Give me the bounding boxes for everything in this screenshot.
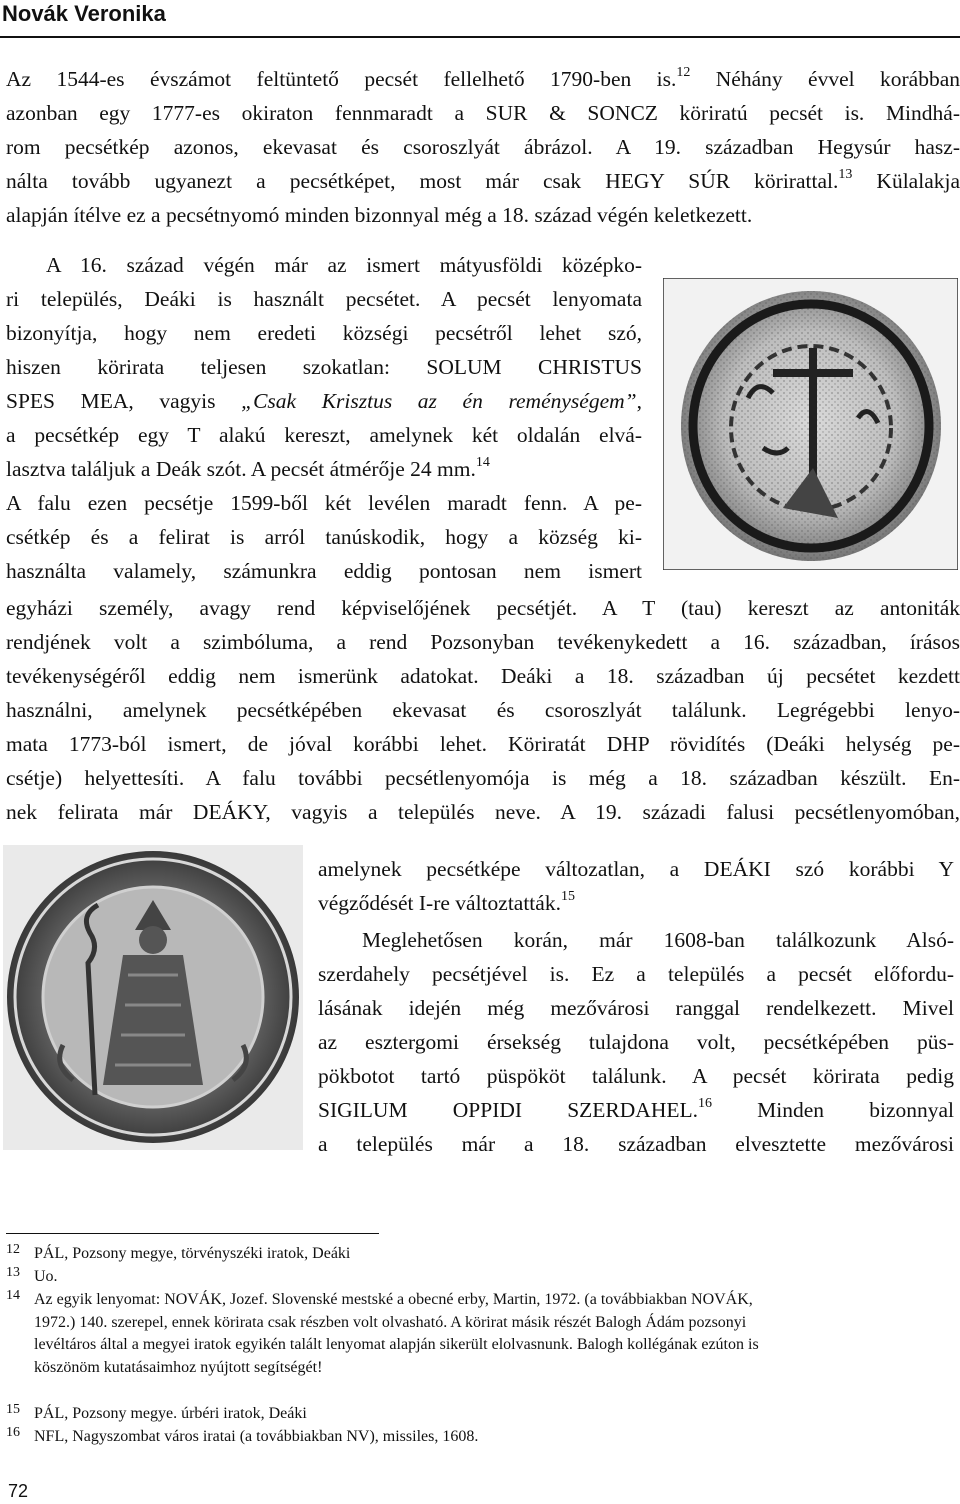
alsoszerdahely-seal-image [3,845,303,1150]
line-text: , [636,389,642,413]
body-line [6,198,960,232]
footnote-ref: 14 [475,455,490,470]
body-line [6,625,960,659]
body-line [6,316,642,350]
line-text: rendjének volt a szimbóluma, a rend Pozsonyban tevékenykedett a 16. században, írásos [6,630,960,654]
running-head-author: Novák Veronika [2,1,166,26]
line-text: ri település, Deáki is használt pecsétet. A pecsét lenyomata [6,287,642,311]
line-text: Külalakja [852,169,960,193]
line-text: egyházi személy, avagy rend képviselőjének pecsétjét. A T (tau) kereszt az antoniták [6,596,960,620]
line-text: amelynek pecsétképe változatlan, a DEÁKI szó korábbi Y [318,857,954,881]
line-text: használni, amelynek pecsétképében ekevasat és csoroszlyát találunk. Legrégebbi lenyo- [6,698,960,722]
line-text: csétkép és a felirat is arról tanúskodik, hogy a község ki- [6,525,642,549]
footnote-ref: 16 [698,1096,712,1111]
body-line [6,164,960,198]
footnote-text: PÁL, Pozsony megye, törvényszéki iratok, Deáki [34,1245,351,1262]
line-text: nek felirata már DEÁKY, vagyis a település neve. A 19. századi falusi pecsétlenyomóban, [6,800,960,824]
line-text: a település már a 18. században elvesztette mezővárosi [318,1132,954,1156]
footnote-text: PÁL, Pozsony megye. úrbéri iratok, Deáki [34,1405,307,1422]
body-line [6,727,960,761]
body-line [318,852,954,886]
line-text: lasztva találjuk a Deák szót. A pecsét átmérője 24 mm. [6,457,476,481]
body-line [6,350,642,384]
body-line [6,554,642,588]
line-text: tevékenységéről eddig nem ismerünk adatokat. Deáki a 18. században új pecsétet kezdett [6,664,960,688]
body-line [6,62,960,96]
line-text: rom pecsétkép azonos, ekevasat és csoroszlyát ábrázol. A 19. században Hegysúr hasz- [6,135,960,159]
deaki-seal-image [663,278,958,570]
line-text: csétje) helyettesíti. A falu további pecsétlenyomója is még a 18. században készült. En- [6,766,960,790]
page-number: 72 [8,1481,29,1501]
footnote-ref: 12 [676,65,691,80]
body-line [318,1127,954,1161]
line-text: SPES MEA, vagyis [6,389,242,413]
body-line [6,282,642,316]
line-text: hiszen körirata teljesen szokatlan: SOLUM CHRISTUS [6,355,642,379]
body-line [318,886,954,920]
footnote-text: 1972.) 140. szerepel, ennek körirata csak részben volt olvasható. A körirat másik részét Balogh Ádám pozsonyi [34,1313,747,1331]
line-text: Meglehetősen korán, már 1608-ban találkozunk Alsó- [362,928,954,952]
line-text: mata 1773-ból ismert, de jóval korábbi lehet. Köriratát DHP rövidítés (Deáki helység pe- [6,732,960,756]
body-line [6,520,642,554]
line-text: az esztergomi érsekség tulajdona volt, pecsétképében püs- [318,1030,954,1054]
body-line [6,418,642,452]
line-text: a pecsétkép egy T alakú kereszt, amelynek két oldalán elvá- [6,423,642,447]
body-line [318,1059,954,1093]
line-text: Minden bizonnyal [712,1098,955,1122]
line-text: használta valamely, számunkra eddig pontosan nem ismert [6,559,642,583]
body-line [6,693,960,727]
footnote-text: NFL, Nagyszombat város iratai (a továbbiakban NV), missiles, 1608. [34,1428,479,1445]
line-text: „Csak Krisztus az én reménységem” [241,389,637,413]
body-line [6,486,642,520]
line-text: Néhány évvel korábban [690,67,960,91]
line-text: alapján ítélve ez a pecsétnyomó minden bizonnyal még a 18. század végén keletkezett. [6,203,753,227]
line-text: Az 1544-es évszámot feltüntető pecsét fellelhető 1790-ben is. [6,67,677,91]
body-line [318,957,954,991]
body-line [6,761,960,795]
footnote-number: 12 [6,1242,20,1257]
body-line [6,659,960,693]
footnote-text: levéltáros által a megyei iratok egyikén talált lenyomat alapján sikerült elolvasnunk. Balogh kollégának ezúton is [34,1336,759,1353]
footnote-number: 16 [6,1425,20,1440]
footnote-text: Az egyik lenyomat: NOVÁK, Jozef. Slovenské mestské a obecné erby, Martin, 1972. (a továbbiakban NOVÁK, [34,1291,753,1308]
body-line [6,130,960,164]
body-line [46,248,642,282]
footnote-ref: 13 [838,167,853,182]
body-line [362,923,954,957]
line-text: A falu ezen pecsétje 1599-ből két levélen maradt fenn. A pe- [6,491,642,515]
body-line [318,1093,954,1127]
footnote-ref: 15 [560,889,575,904]
line-text: nálta tovább ugyanezt a pecsétképet, most már csak HEGY SÚR körirattal. [6,169,839,193]
line-text: szerdahely pecsétjével is. Ez a település a pecsét előfordu- [318,962,954,986]
line-text: azonban egy 1777-es okiraton fennmaradt a SUR & SONCZ köriratú pecsét is. Mindhá- [6,101,960,125]
footnote-number: 14 [6,1288,20,1303]
line-text: pökbotot tartó püspököt találunk. A pecsét körirata pedig [318,1064,954,1088]
line-text: bizonyítja, hogy nem eredeti községi pecsétről lehet szó, [6,321,642,345]
body-line [6,795,960,829]
body-line [6,96,960,130]
body-line [6,384,642,418]
footnote-number: 15 [6,1402,20,1417]
line-text: SIGILUM OPPIDI SZERDAHEL. [318,1098,698,1122]
body-line [6,591,960,625]
body-line [6,452,642,486]
line-text: lásának idején még mezővárosi ranggal rendelkezett. Mivel [318,996,954,1020]
footnote-number: 13 [6,1265,20,1280]
footnote-text: köszönöm kutatásaimhoz nyújtott segítségét! [34,1358,323,1376]
footnote-text: Uo. [34,1268,58,1285]
line-text: végződését I-re változtatták. [318,891,561,915]
line-text: A 16. század végén már az ismert mátyusföldi középko- [46,253,642,277]
body-line [318,1025,954,1059]
footnote-rule [6,1233,379,1234]
body-line [318,991,954,1025]
header-rule [0,36,960,38]
